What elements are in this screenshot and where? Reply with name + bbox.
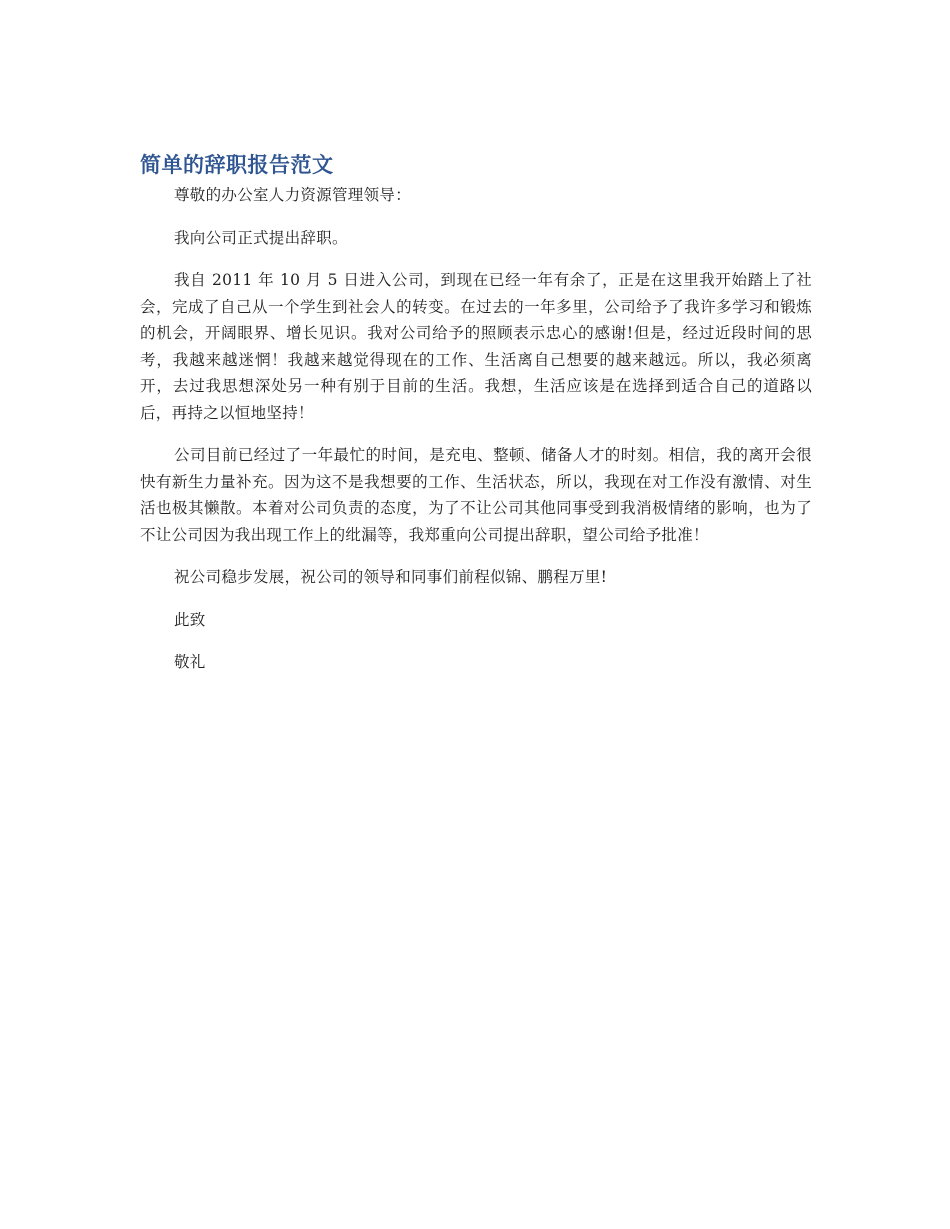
paragraph-reason: 公司目前已经过了一年最忙的时间，是充电、整顿、储备人才的时刻。相信，我的离开会很快有新生力量补充。因为这不是我想要的工作、生活状态，所以，我现在对工作没有激情、对生活也极其懒散。本着对公司负责的态度，为了不让公司其他同事受到我消极情绪的影响，也为了不让公司因为我出现工作上的纰漏等，我郑重向公司提出辞职，望公司给予批准！ — [140, 446, 812, 544]
closing-line-2: 敬礼 — [174, 653, 206, 671]
document-body — [140, 150, 812, 692]
paragraph-background: 我自 2011 年 10 月 5 日进入公司，到现在已经一年有余了，正是在这里我开始踏上了社会，完成了自己从一个学生到社会人的转变。在过去的一年多里，公司给予了我许多学习和锻炼的机会，开阔眼界、增长见识。我对公司给予的照顾表示忠心的感谢!但是，经过近段时间的思考，我越来越迷惘！我越来越觉得现在的工作、生活离自己想要的越来越远。所以，我必须离开，去过我思想深处另一种有别于目前的生活。我想，生活应该是在选择到适合自己的道路以后，再持之以恒地坚持！ — [140, 271, 812, 422]
paragraph-resignation-statement: 我向公司正式提出辞职。 — [174, 228, 348, 247]
document-title: 简单的辞职报告范文 — [140, 153, 334, 177]
closing-line-1: 此致 — [174, 610, 206, 629]
salutation: 尊敬的办公室人力资源管理领导： — [174, 186, 412, 204]
paragraph-wishes: 祝公司稳步发展，祝公司的领导和同事们前程似锦、鹏程万里! — [174, 568, 608, 586]
